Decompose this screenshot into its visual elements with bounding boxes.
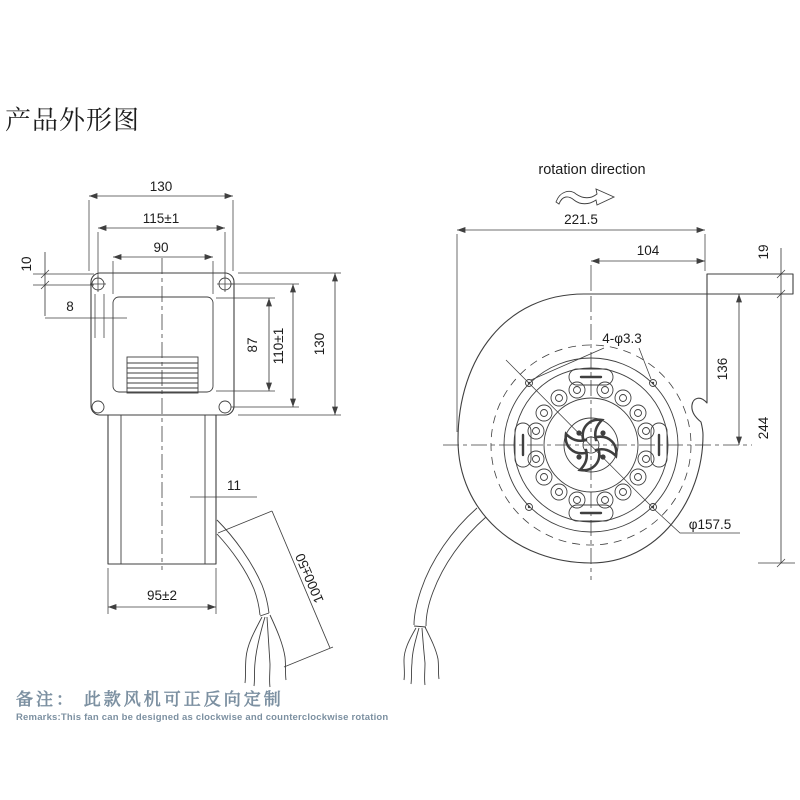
dim-front-wall-step: 11: [226, 478, 242, 493]
rotation-direction-arrow-icon: [556, 189, 614, 205]
page-title: 产品外形图: [5, 105, 141, 135]
remarks-zh: 备注： 此款风机可正反向定制: [16, 690, 284, 709]
dim-front-hole-pitch-v: 110±1: [271, 327, 286, 365]
front-lead-wire: [217, 520, 286, 687]
dim-side-inlet-diameter: φ157.5: [688, 517, 732, 532]
dim-side-mounting-holes: 4-φ3.3: [602, 331, 642, 346]
dim-front-hole-edge-top: 10: [19, 256, 34, 272]
front-view: [19, 179, 341, 687]
remarks-en: Remarks:This fan can be designed as clockwise and counterclockwise rotation: [16, 712, 389, 723]
dim-front-hole-pitch-h: 115±1: [142, 211, 180, 226]
dim-side-overall-height: 244: [756, 416, 771, 440]
rotation-direction-label: rotation direction: [538, 162, 646, 178]
dim-front-opening-height: 87: [245, 337, 260, 353]
side-lead-wire: [404, 508, 486, 685]
dim-side-flange-lip: 19: [756, 244, 771, 260]
dim-front-opening-width: 90: [153, 240, 169, 255]
dim-front-motor-width: 95±2: [147, 588, 177, 603]
front-dimensions: [19, 179, 341, 667]
side-view: [404, 162, 795, 685]
vent-louver: [127, 357, 198, 393]
dim-front-hole-dia: 8: [66, 299, 74, 314]
dim-side-overall-width: 221.5: [564, 212, 598, 227]
dim-side-top-to-center: 136: [715, 357, 730, 381]
dim-front-overall-width: 130: [149, 179, 173, 194]
dim-front-cable-length: 1000±50: [292, 551, 327, 606]
dim-front-overall-height: 130: [312, 332, 327, 356]
remarks: [16, 685, 388, 723]
dim-side-outlet-center: 104: [636, 243, 660, 258]
